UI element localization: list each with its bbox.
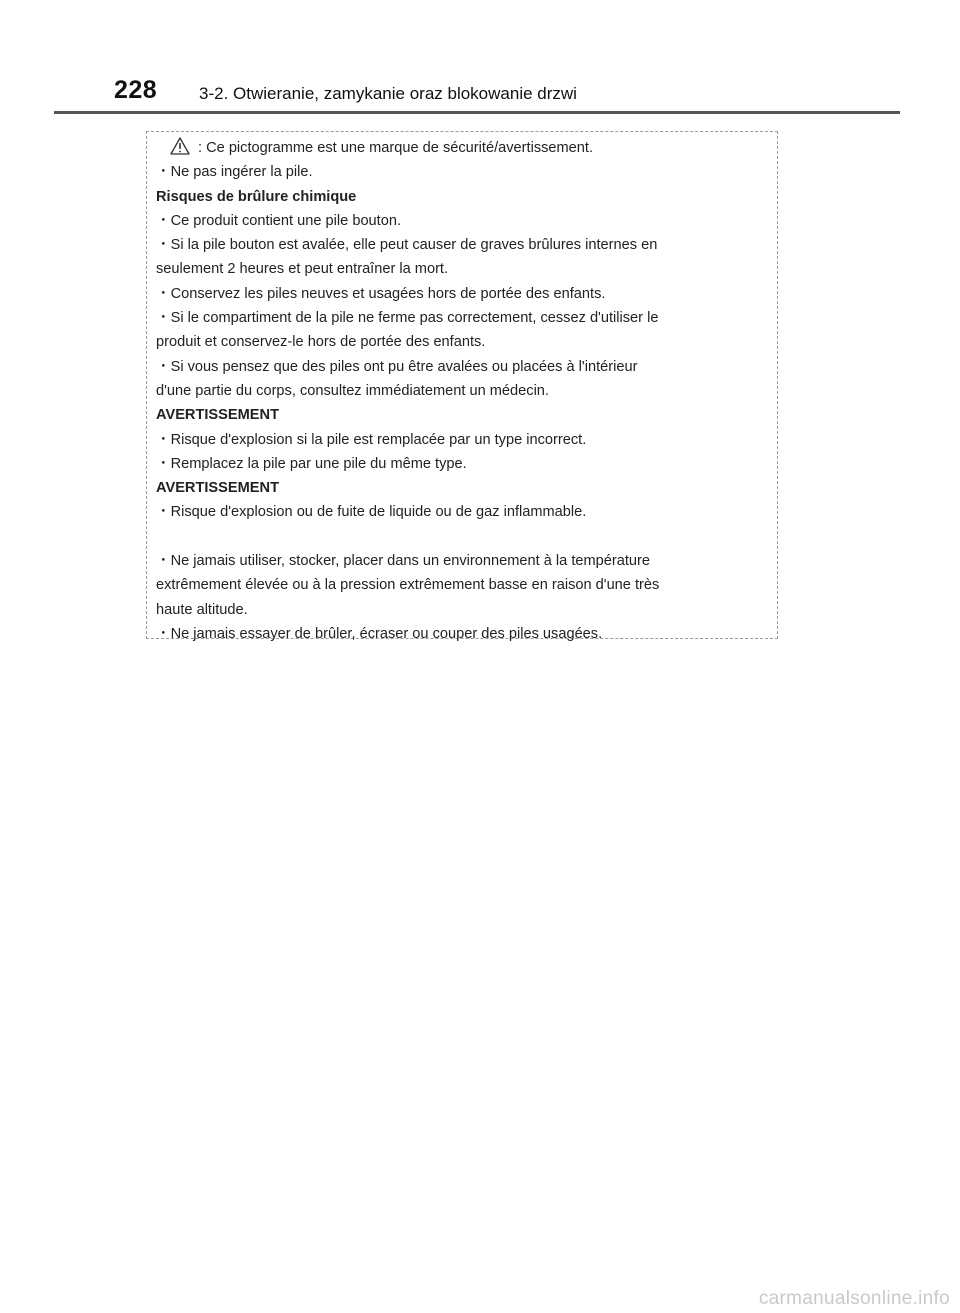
label-line: ・Si la pile bouton est avalée, elle peut causer de graves brûlures internes en: [156, 237, 658, 254]
label-line: ・Risque d'explosion si la pile est remplacée par un type incorrect.: [156, 431, 587, 448]
watermark: carmanualsonline.info: [758, 1288, 950, 1309]
pictogram-line: [156, 136, 771, 160]
page-number: 228: [114, 76, 158, 104]
label-heading: AVERTISSEMENT: [156, 480, 279, 497]
label-line: ・Conservez les piles neuves et usagées hors de portée des enfants.: [156, 285, 606, 302]
header-divider: [54, 111, 900, 114]
label-line: ・Ne pas ingérer la pile.: [156, 164, 313, 181]
label-heading: AVERTISSEMENT: [156, 407, 279, 424]
label-line: d'une partie du corps, consultez immédiatement un médecin.: [156, 382, 549, 399]
label-line: ・Ce produit contient une pile bouton.: [156, 212, 402, 229]
pictogram-note: : Ce pictogramme est une marque de sécurité/avertissement.: [198, 140, 594, 156]
label-line: extrêmement élevée ou à la pression extrêmement basse en raison d'une très: [156, 577, 660, 594]
label-line: seulement 2 heures et peut entraîner la mort.: [156, 261, 449, 278]
label-heading: Risques de brûlure chimique: [156, 188, 357, 205]
label-line: ・Si vous pensez que des piles ont pu être avalées ou placées à l'intérieur: [156, 358, 638, 375]
label-spacer: [156, 525, 771, 549]
page-header: [0, 0, 960, 120]
label-line: haute altitude.: [156, 601, 248, 618]
label-line: ・Ne jamais essayer de brûler, écraser ou couper des piles usagées.: [156, 625, 603, 642]
battery-warning-text: [156, 136, 771, 646]
label-line: ・Ne jamais utiliser, stocker, placer dans un environnement à la température: [156, 553, 650, 570]
section-title: 3-2. Otwieranie, zamykanie oraz blokowanie drzwi: [199, 84, 577, 103]
label-line: ・Si le compartiment de la pile ne ferme pas correctement, cessez d'utiliser le: [156, 310, 659, 327]
label-line: ・Remplacez la pile par une pile du même type.: [156, 455, 467, 472]
label-line: ・Risque d'explosion ou de fuite de liquide ou de gaz inflammable.: [156, 504, 587, 521]
label-line: produit et conservez-le hors de portée des enfants.: [156, 334, 486, 351]
